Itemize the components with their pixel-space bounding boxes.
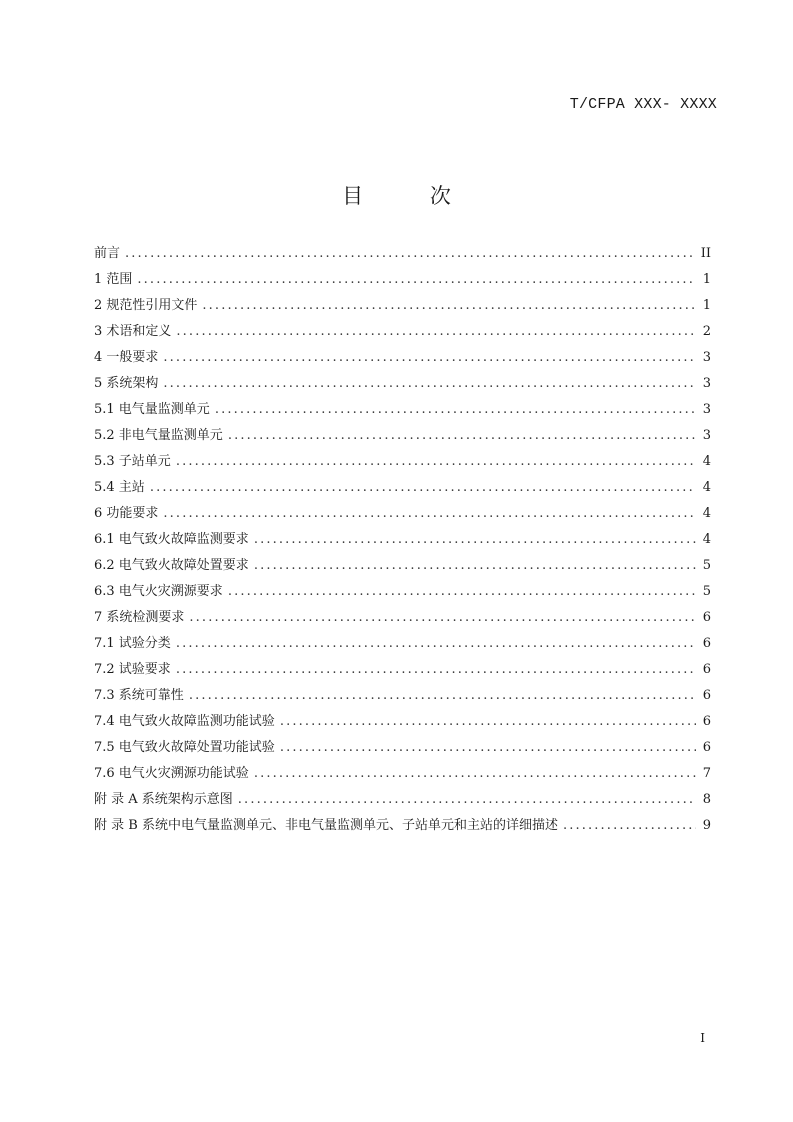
toc-entry-label: 7.3 系统可靠性 xyxy=(94,688,184,703)
toc-entry-label: 4 一般要求 xyxy=(94,350,159,365)
toc-leader-dots xyxy=(254,532,696,547)
toc-entry-page: 6 xyxy=(702,688,711,703)
toc-leader-dots xyxy=(189,610,696,625)
toc-entry-label: 5 系统架构 xyxy=(94,376,159,391)
toc-leader-dots xyxy=(254,558,696,573)
toc-entry-label: 7.2 试验要求 xyxy=(94,662,171,677)
toc-entry[interactable] xyxy=(94,606,711,632)
toc-leader-dots xyxy=(238,792,696,807)
toc-leader-dots xyxy=(563,818,696,833)
toc-entry-page: 8 xyxy=(702,792,711,807)
toc-entry[interactable] xyxy=(94,346,711,372)
toc-leader-dots xyxy=(125,246,696,261)
toc-leader-dots xyxy=(163,376,696,391)
toc-entry-page: 1 xyxy=(702,298,711,313)
toc-entry[interactable] xyxy=(94,554,711,580)
toc-entry[interactable] xyxy=(94,476,711,502)
toc-leader-dots xyxy=(189,688,696,703)
toc-leader-dots xyxy=(202,298,696,313)
toc-entry-page: 4 xyxy=(702,506,711,521)
toc-entry-page: 7 xyxy=(702,766,711,781)
toc-entry[interactable] xyxy=(94,294,711,320)
toc-entry-label: 3 术语和定义 xyxy=(94,324,172,339)
toc-entry[interactable] xyxy=(94,710,711,736)
toc-entry-label: 6.2 电气致火故障处置要求 xyxy=(94,558,249,573)
toc-entry-page: 4 xyxy=(702,454,711,469)
toc-leader-dots xyxy=(228,428,696,443)
toc-entry-page: 4 xyxy=(702,480,711,495)
toc-leader-dots xyxy=(176,324,696,339)
toc-leader-dots xyxy=(163,350,696,365)
toc-entry-page: 3 xyxy=(702,376,711,391)
toc-entry-label: 7.5 电气致火故障处置功能试验 xyxy=(94,740,275,755)
toc-entry[interactable] xyxy=(94,424,711,450)
toc-entry-label: 5.2 非电气量监测单元 xyxy=(94,428,223,443)
toc-entry-page: II xyxy=(700,246,711,261)
toc-entry-label: 附 录 A 系统架构示意图 xyxy=(94,792,233,807)
toc-entry-page: 6 xyxy=(702,662,711,677)
toc-entry-label: 6.1 电气致火故障监测要求 xyxy=(94,532,249,547)
toc-entry[interactable] xyxy=(94,658,711,684)
toc-entry[interactable] xyxy=(94,372,711,398)
toc-leader-dots xyxy=(254,766,696,781)
toc-entry[interactable] xyxy=(94,632,711,658)
toc-entry-page: 6 xyxy=(702,636,711,651)
toc-entry-label: 7 系统检测要求 xyxy=(94,610,185,625)
toc-entry-page: 6 xyxy=(702,714,711,729)
toc-entry-page: 6 xyxy=(702,610,711,625)
toc-entry-label: 2 规范性引用文件 xyxy=(94,298,198,313)
toc-entry[interactable] xyxy=(94,736,711,762)
toc-entry[interactable] xyxy=(94,268,711,294)
toc-leader-dots xyxy=(137,272,696,287)
toc-entry-label: 前言 xyxy=(94,246,121,261)
toc-entry-label: 附 录 B 系统中电气量监测单元、非电气量监测单元、子站单元和主站的详细描述 xyxy=(94,818,558,833)
toc-leader-dots xyxy=(176,636,696,651)
toc-title: 目 次 xyxy=(342,184,451,208)
toc-entry[interactable] xyxy=(94,788,711,814)
toc-list xyxy=(94,242,711,840)
toc-leader-dots xyxy=(163,506,696,521)
toc-leader-dots xyxy=(280,714,696,729)
toc-leader-dots xyxy=(176,454,696,469)
toc-entry[interactable] xyxy=(94,814,711,840)
toc-entry-label: 6 功能要求 xyxy=(94,506,159,521)
toc-leader-dots xyxy=(228,584,696,599)
toc-entry-page: 3 xyxy=(702,428,711,443)
toc-entry[interactable] xyxy=(94,684,711,710)
toc-entry-page: 3 xyxy=(702,350,711,365)
toc-entry-label: 6.3 电气火灾溯源要求 xyxy=(94,584,223,599)
toc-entry-label: 5.1 电气量监测单元 xyxy=(94,402,210,417)
toc-entry-page: 3 xyxy=(702,402,711,417)
toc-leader-dots xyxy=(176,662,696,677)
toc-entry-page: 4 xyxy=(702,532,711,547)
toc-entry-page: 5 xyxy=(702,584,711,599)
toc-entry-label: 1 范围 xyxy=(94,272,133,287)
toc-entry-label: 7.6 电气火灾溯源功能试验 xyxy=(94,766,249,781)
toc-entry-page: 1 xyxy=(702,272,711,287)
document-code: T/CFPA XXX- XXXX xyxy=(569,96,717,113)
toc-entry-label: 5.3 子站单元 xyxy=(94,454,171,469)
toc-entry-label: 7.1 试验分类 xyxy=(94,636,171,651)
toc-entry-label: 5.4 主站 xyxy=(94,480,145,495)
toc-leader-dots xyxy=(280,740,696,755)
toc-entry-page: 2 xyxy=(702,324,711,339)
toc-entry[interactable] xyxy=(94,242,711,268)
toc-leader-dots xyxy=(215,402,696,417)
toc-entry-label: 7.4 电气致火故障监测功能试验 xyxy=(94,714,275,729)
toc-entry-page: 9 xyxy=(702,818,711,833)
toc-entry-page: 5 xyxy=(702,558,711,573)
toc-entry[interactable] xyxy=(94,450,711,476)
toc-entry[interactable] xyxy=(94,502,711,528)
toc-entry[interactable] xyxy=(94,320,711,346)
toc-entry[interactable] xyxy=(94,580,711,606)
toc-leader-dots xyxy=(150,480,696,495)
toc-entry[interactable] xyxy=(94,528,711,554)
page-number: I xyxy=(700,1031,705,1045)
toc-entry-page: 6 xyxy=(702,740,711,755)
toc-entry[interactable] xyxy=(94,762,711,788)
toc-entry[interactable] xyxy=(94,398,711,424)
